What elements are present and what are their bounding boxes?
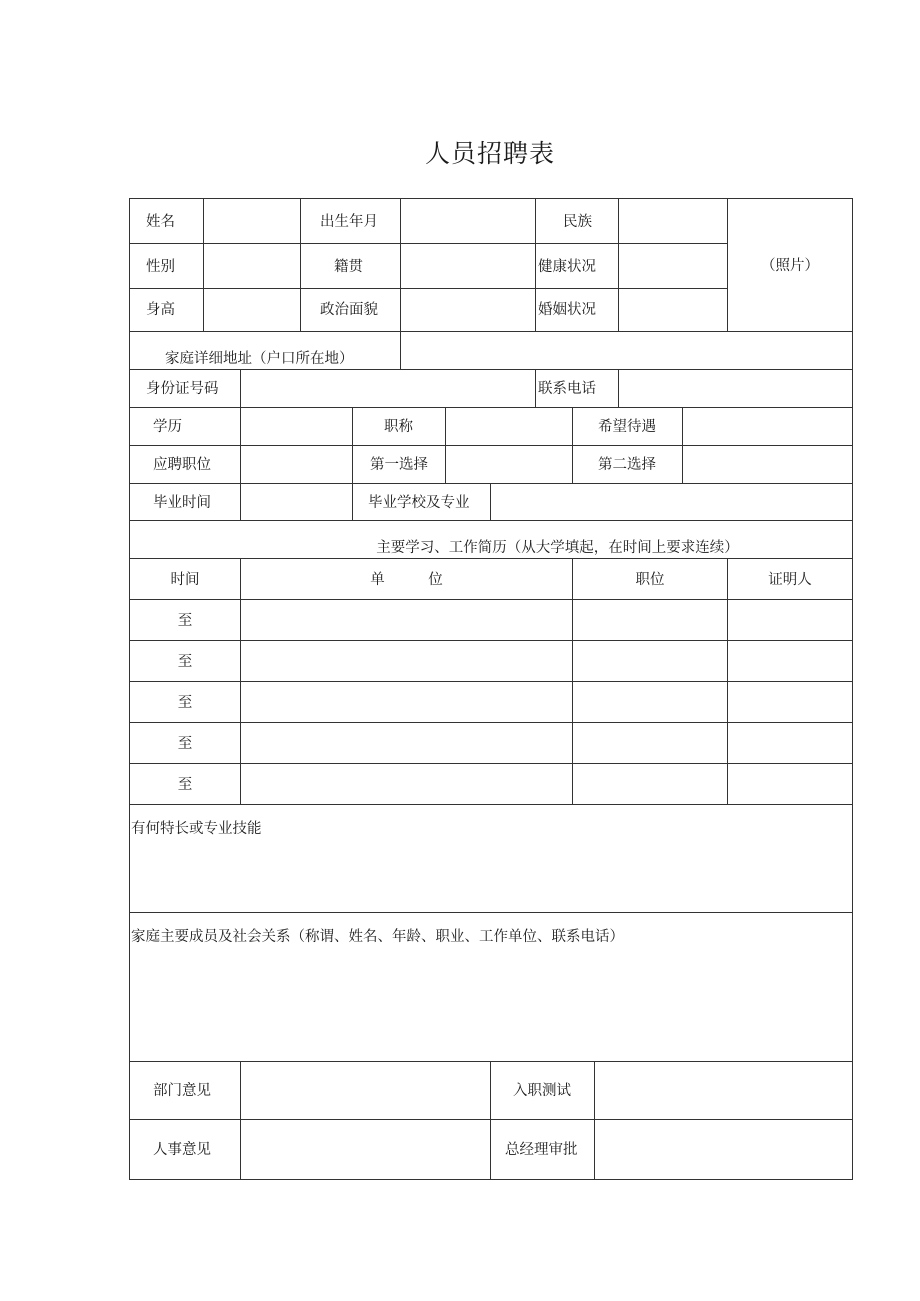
address-label: 家庭详细地址（户口所在地） xyxy=(165,351,354,367)
second-choice-label: 第二选择 xyxy=(598,457,656,473)
second-choice-field[interactable] xyxy=(683,446,852,483)
page-title: 人员招聘表 xyxy=(424,139,555,168)
onboarding-test-field[interactable] xyxy=(595,1062,852,1119)
id-number-label: 身份证号码 xyxy=(146,381,219,397)
id-number-field[interactable] xyxy=(241,370,535,407)
history-row-time[interactable]: 至 xyxy=(177,654,193,670)
col-divider xyxy=(572,558,573,804)
phone-label: 联系电话 xyxy=(538,381,596,397)
title-rank-field[interactable] xyxy=(446,408,572,445)
onboarding-test-label: 入职测试 xyxy=(513,1083,571,1099)
photo-placeholder[interactable]: （照片） xyxy=(761,258,819,274)
history-row-time[interactable]: 至 xyxy=(177,736,193,752)
title-rank-label: 职称 xyxy=(384,419,413,435)
position-field[interactable] xyxy=(241,446,352,483)
height-label: 身高 xyxy=(146,302,175,318)
row-divider xyxy=(129,804,853,805)
school-major-field[interactable] xyxy=(491,484,852,520)
history-row-time[interactable]: 至 xyxy=(177,613,193,629)
address-field[interactable] xyxy=(401,332,852,369)
health-field[interactable] xyxy=(619,244,727,288)
history-col-unit: 单 位 xyxy=(370,572,443,588)
col-divider xyxy=(240,558,241,804)
row-divider xyxy=(129,558,853,559)
first-choice-label: 第一选择 xyxy=(370,457,428,473)
skills-field[interactable] xyxy=(130,840,852,912)
birth-label: 出生年月 xyxy=(320,214,378,230)
gender-field[interactable] xyxy=(204,244,300,288)
history-col-witness: 证明人 xyxy=(768,572,812,588)
birth-field[interactable] xyxy=(401,199,535,243)
hr-opinion-field[interactable] xyxy=(241,1120,490,1179)
row-divider xyxy=(129,599,853,600)
col-divider xyxy=(490,1061,491,1179)
col-divider xyxy=(352,407,353,520)
first-choice-field[interactable] xyxy=(446,446,572,483)
history-col-post: 职位 xyxy=(635,572,665,588)
ethnicity-field[interactable] xyxy=(619,199,727,243)
col-divider xyxy=(300,198,301,331)
gm-approval-field[interactable] xyxy=(595,1120,852,1179)
col-divider xyxy=(535,198,536,331)
row-divider xyxy=(129,640,853,641)
position-label: 应聘职位 xyxy=(153,457,211,473)
row-divider xyxy=(129,912,853,913)
row-divider xyxy=(129,763,853,764)
col-divider xyxy=(727,558,728,804)
political-label: 政治面貌 xyxy=(320,302,378,318)
origin-label: 籍贯 xyxy=(334,259,363,275)
row-divider xyxy=(129,681,853,682)
marital-label: 婚姻状况 xyxy=(538,302,596,318)
gm-approval-label: 总经理审批 xyxy=(505,1142,578,1158)
dept-opinion-label: 部门意见 xyxy=(153,1083,211,1099)
hr-opinion-label: 人事意见 xyxy=(153,1142,211,1158)
dept-opinion-field[interactable] xyxy=(241,1062,490,1119)
salary-field[interactable] xyxy=(683,408,852,445)
phone-field[interactable] xyxy=(619,370,852,407)
history-heading: 主要学习、工作简历（从大学填起，在时间上要求连续） xyxy=(376,540,739,556)
skills-label: 有何特长或专业技能 xyxy=(131,821,262,837)
name-field[interactable] xyxy=(204,199,300,243)
education-field[interactable] xyxy=(241,408,352,445)
name-label: 姓名 xyxy=(146,214,175,230)
health-label: 健康状况 xyxy=(538,259,596,275)
history-row-time[interactable]: 至 xyxy=(177,777,193,793)
grad-time-label: 毕业时间 xyxy=(153,495,211,511)
gender-label: 性别 xyxy=(146,259,175,275)
grad-time-field[interactable] xyxy=(241,484,352,520)
salary-label: 希望待遇 xyxy=(598,419,656,435)
height-field[interactable] xyxy=(204,289,300,331)
ethnicity-label: 民族 xyxy=(563,214,592,230)
table-border-bottom xyxy=(129,1179,853,1180)
col-divider xyxy=(572,407,573,483)
table-border-right xyxy=(852,198,853,1180)
col-divider xyxy=(535,369,536,407)
row-divider xyxy=(129,520,853,521)
family-field[interactable] xyxy=(130,950,852,1061)
origin-field[interactable] xyxy=(401,244,535,288)
history-row-time[interactable]: 至 xyxy=(177,695,193,711)
family-label: 家庭主要成员及社会关系（称谓、姓名、年龄、职业、工作单位、联系电话） xyxy=(131,929,624,945)
history-col-time: 时间 xyxy=(170,572,200,588)
school-major-label: 毕业学校及专业 xyxy=(368,495,470,511)
political-field[interactable] xyxy=(401,289,535,331)
education-label: 学历 xyxy=(153,419,182,435)
marital-field[interactable] xyxy=(619,289,727,331)
row-divider xyxy=(129,722,853,723)
